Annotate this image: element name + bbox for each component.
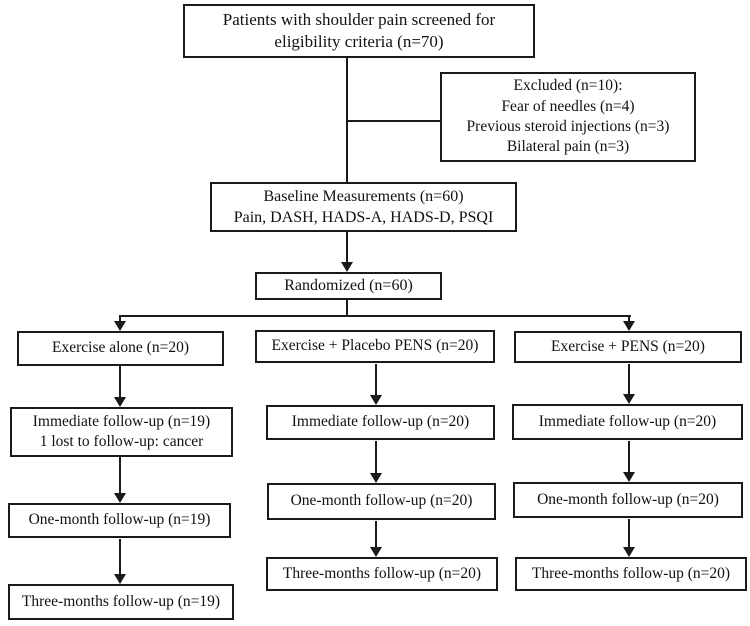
- arrowhead-down-icon: [375, 521, 377, 547]
- arrowhead-down-icon: [119, 366, 121, 397]
- arm3-onemonth-label: One-month follow-up (n=20): [537, 490, 719, 508]
- arm3-enrollment-box: [514, 331, 742, 363]
- screened-line: eligibility criteria (n=70): [274, 32, 444, 51]
- arm1-threemonths-box: [8, 584, 234, 620]
- arm1-onemonth-box: [8, 503, 231, 538]
- arrowhead-down-icon: [346, 232, 348, 262]
- arm3-onemonth-box: [513, 482, 743, 518]
- baseline-line: Baseline Measurements (n=60): [263, 187, 464, 205]
- baseline-line: Pain, DASH, HADS-A, HADS-D, PSQI: [233, 209, 494, 226]
- excluded-line: Fear of needles (n=4): [501, 97, 635, 115]
- connector-line: [347, 120, 440, 122]
- arrowhead-down-icon: [119, 315, 121, 321]
- arm1-immediate-line: Immediate follow-up (n=19): [32, 412, 211, 430]
- arrowhead-down-icon: [628, 441, 630, 472]
- branch-line: [119, 315, 631, 317]
- arm3-immediate-box: [512, 404, 743, 440]
- arm1-enrollment-box: [17, 331, 224, 366]
- arm2-enrollment-box: [255, 330, 495, 363]
- baseline-box: [210, 182, 517, 232]
- arm1-immediate-box: [10, 407, 233, 457]
- screened-line: Patients with shoulder pain screened for: [222, 9, 496, 29]
- arrowhead-down-icon: [628, 315, 630, 321]
- arrowhead-down-icon: [119, 457, 121, 493]
- arrowhead-down-icon: [628, 364, 630, 394]
- screened-box: [183, 4, 535, 58]
- arm3-threemonths-box: [515, 557, 747, 591]
- arm2-immediate-line: Immediate follow-up (n=20): [291, 413, 470, 431]
- arm2-immediate-box: [266, 405, 495, 440]
- randomized-label: Randomized (n=60): [284, 277, 413, 295]
- arrowhead-down-icon: [628, 519, 630, 547]
- arm3-enrollment-label: Exercise + PENS (n=20): [551, 337, 705, 355]
- excluded-box: [440, 72, 696, 162]
- excluded-line: Bilateral pain (n=3): [506, 138, 630, 156]
- arm3-immediate-line: Immediate follow-up (n=20): [538, 412, 717, 430]
- arm2-onemonth-box: [267, 483, 496, 520]
- arm2-onemonth-label: One-month follow-up (n=20): [290, 492, 473, 510]
- arm1-onemonth-label: One-month follow-up (n=19): [28, 511, 211, 529]
- arrowhead-down-icon: [375, 441, 377, 473]
- arrowhead-down-icon: [375, 364, 377, 395]
- excluded-line: Excluded (n=10):: [513, 77, 623, 95]
- randomized-box: [255, 272, 442, 300]
- arm2-enrollment-label: Exercise + Placebo PENS (n=20): [271, 337, 479, 355]
- arrowhead-down-icon: [119, 539, 121, 574]
- arm1-immediate-line: 1 lost to follow-up: cancer: [39, 433, 204, 450]
- arm3-threemonths-label: Three-months follow-up (n=20): [531, 564, 731, 582]
- arm2-threemonths-box: [266, 557, 498, 591]
- arm1-threemonths-label: Three-months follow-up (n=19): [21, 592, 221, 610]
- excluded-line: Previous steroid injections (n=3): [466, 118, 670, 135]
- arm2-threemonths-label: Three-months follow-up (n=20): [282, 564, 482, 582]
- arm1-enrollment-label: Exercise alone (n=20): [52, 339, 189, 357]
